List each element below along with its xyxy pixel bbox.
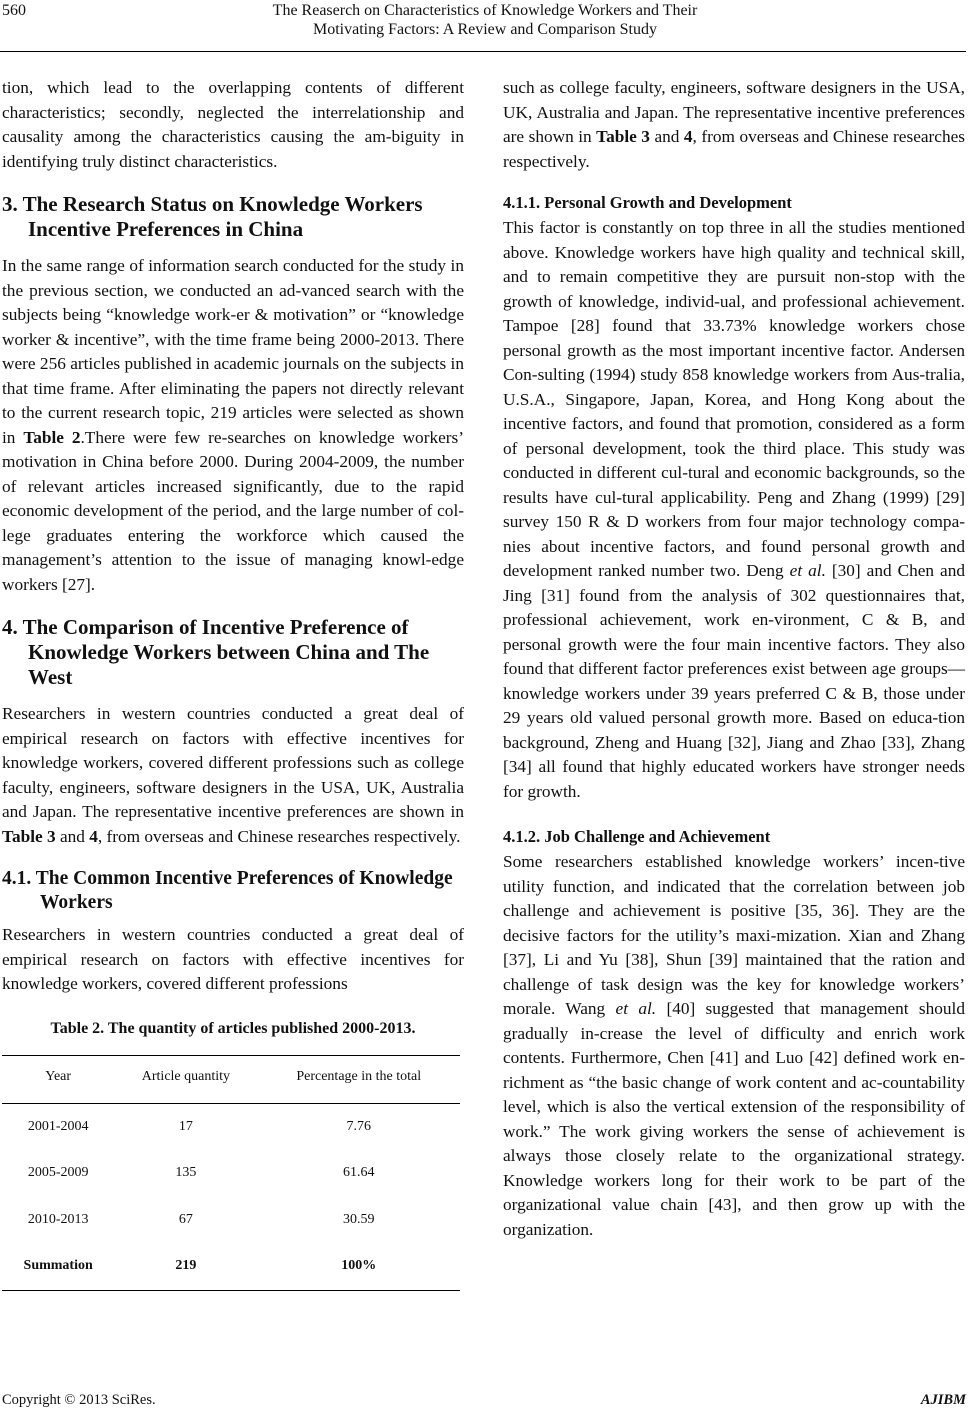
- table-cell: 30.59: [343, 1211, 375, 1227]
- table-cell: 17: [178, 1118, 193, 1134]
- page-number: 560: [2, 2, 26, 19]
- table-cell: 67: [178, 1211, 193, 1227]
- right-column: [503, 76, 965, 1242]
- table-ref[interactable]: 4: [89, 826, 98, 846]
- table-cell: 100%: [258, 1243, 461, 1290]
- table-row: [2, 1197, 460, 1244]
- table-row: [2, 1103, 460, 1150]
- table-header-cell: Percentage in the total: [258, 1056, 461, 1104]
- table-row: [2, 1150, 460, 1197]
- paragraph: This factor is constantly on top three in all the studies mentioned above. Knowledge workers have high quality and technical skill, and to remain competitive they are pursuit non-stop with the growth of knowledge, individ-ual, and professional achievement. Tampoe [28] found that 33.73% knowledge workers chose personal growth as the most important incentive factor. Andersen Con-sulting (1994) study 858 knowledge workers from Aus-tralia, U.S.A., Singapore, Japan, Korea, and Hong Kong about the incentive factors, and found that promotion, considered as a form of personal development, took the third place. This study was conducted in different cul-tural and economic backgrounds, so the results have cul-tural applicability. Peng and Zhang (1999) [29] survey 150 R & D workers from four major technology compa-nies about incentive factors, and found personal growth and development ranked number two. Deng et al. [30] and Chen and Jing [31] found from the analysis of 302 questionnaires that, professional achievement, work en-vironment, C & B, and personal growth were the four main incentive factors. They also found that different factor preferences exist between age groups—knowledge workers under 39 years preferred C & B, those under 29 years old valued personal growth more. Based on educa-tion background, Zheng and Huang [32], Jiang and Zhao [33], Zhang [34] all found that highly educated workers have stronger needs for growth.: [503, 218, 965, 801]
- paragraph: such as college faculty, engineers, software designers in the USA, UK, Australia and Japan. The representative incentive preferences are shown in Table 3 and 4, from overseas and Chinese researches respectively.: [503, 78, 966, 171]
- paragraph: In the same range of information search conducted for the study in the previous section, we conducted an ad-vanced search with the subjects being “knowledge work-er & motivation” or “knowledge worker & incentive”, with the time frame being 2000-2013. There were 256 articles published in academic journals on the subjects in that time frame. After eliminating the papers not directly relevant to the current research topic, 219 articles were selected as shown in Table 2.There were few re-searches on knowledge workers’ motivation in China before 2000. During 2004-2009, the number of relevant articles increased significantly, due to the rapid economic development of the period, and the large number of col-lege graduates entering the workforce which caused the management’s attention to the issue of managing knowl-edge workers [27].: [2, 256, 465, 594]
- left-column: [2, 76, 464, 1291]
- table-summation-row: [2, 1243, 460, 1290]
- table-header-cell: Year: [2, 1056, 114, 1104]
- table-cell: 219: [114, 1243, 257, 1290]
- paragraph: Some researchers established knowledge workers’ incen-tive utility function, and indicated that the correlation between job challenge and achievement is positive [35, 36]. They are the decisive factors for the utility’s maxi-mization. Xian and Zhang [37], Li and Yu [38], Shun [39] maintained that the ration and challenge of task design was the key for knowledge workers’ morale. Wang et al. [40] suggested that management should gradually in-crease the level of difficulty and enrich work contents. Furthermore, Chen [41] and Luo [42] defined work en-richment as “the basic change of work content and ac-countability level, which is also the vertical extension of the responsibility of work.” The work giving workers the sense of achievement is always those closely relate to the organizational strategy. Knowledge workers long for their work to be part of the organizational value chain [43], and then grow up with the organization.: [503, 852, 965, 1239]
- table-ref[interactable]: Table 3: [596, 127, 650, 146]
- table-ref[interactable]: Table 2: [23, 427, 81, 447]
- section-4-1-title: 4.1. The Common Incentive Preferences of Knowledge Workers: [2, 868, 453, 913]
- section-4-1-2-title: 4.1.2. Job Challenge and Achievement: [503, 827, 771, 846]
- table-cell: 61.64: [343, 1165, 375, 1180]
- table-ref[interactable]: Table 3: [2, 826, 56, 846]
- table-ref[interactable]: 4: [683, 127, 693, 146]
- running-header: [0, 0, 970, 52]
- table-cell: 2001-2004: [27, 1118, 89, 1134]
- table-header-row: [2, 1056, 460, 1104]
- running-title-line1: The Reaserch on Characteristics of Knowledge Workers and Their: [272, 2, 698, 19]
- table-cell: 7.76: [346, 1118, 371, 1134]
- table-cell: Summation: [2, 1243, 114, 1290]
- section-4-title: 4. The Comparison of Incentive Preference of Knowledge Workers between China and The West: [2, 615, 430, 689]
- header-rule: [0, 51, 966, 52]
- table-header-cell: Article quantity: [114, 1056, 257, 1104]
- table-2: [2, 1055, 460, 1291]
- table-cell: 2005-2009: [27, 1165, 89, 1180]
- paragraph: Researchers in western countries conducted a great deal of empirical research on factors with effective incentives for knowledge workers, covered different professions such as college faculty, engineers, software designers in the USA, UK, Australia and Japan. The representative incentive preferences are shown in Table 3 and 4, from overseas and Chinese researches respectively.: [2, 704, 464, 846]
- paragraph: Researchers in western countries conducted a great deal of empirical research on factors with effective incentives for knowledge workers, covered different professions: [2, 925, 464, 993]
- section-3-title: 3. The Research Status on Knowledge Workers Incentive Preferences in China: [2, 192, 423, 241]
- section-4-1-1-title: 4.1.1. Personal Growth and Development: [503, 193, 792, 212]
- table-2-caption: Table 2. The quantity of articles published 2000-2013.: [50, 1019, 416, 1037]
- journal-abbrev: AJIBM: [920, 1392, 966, 1408]
- copyright-notice: Copyright © 2013 SciRes.: [2, 1392, 156, 1408]
- table-cell: 135: [175, 1165, 197, 1180]
- running-title-line2: Motivating Factors: A Review and Comparison Study: [313, 21, 657, 38]
- table-cell: 2010-2013: [27, 1211, 89, 1227]
- paragraph: tion, which lead to the overlapping contents of different characteristics; secondly, neglected the interrelationship and causality among the characteristics causing the am-biguity in identifying truly distinct characteristics.: [2, 78, 464, 171]
